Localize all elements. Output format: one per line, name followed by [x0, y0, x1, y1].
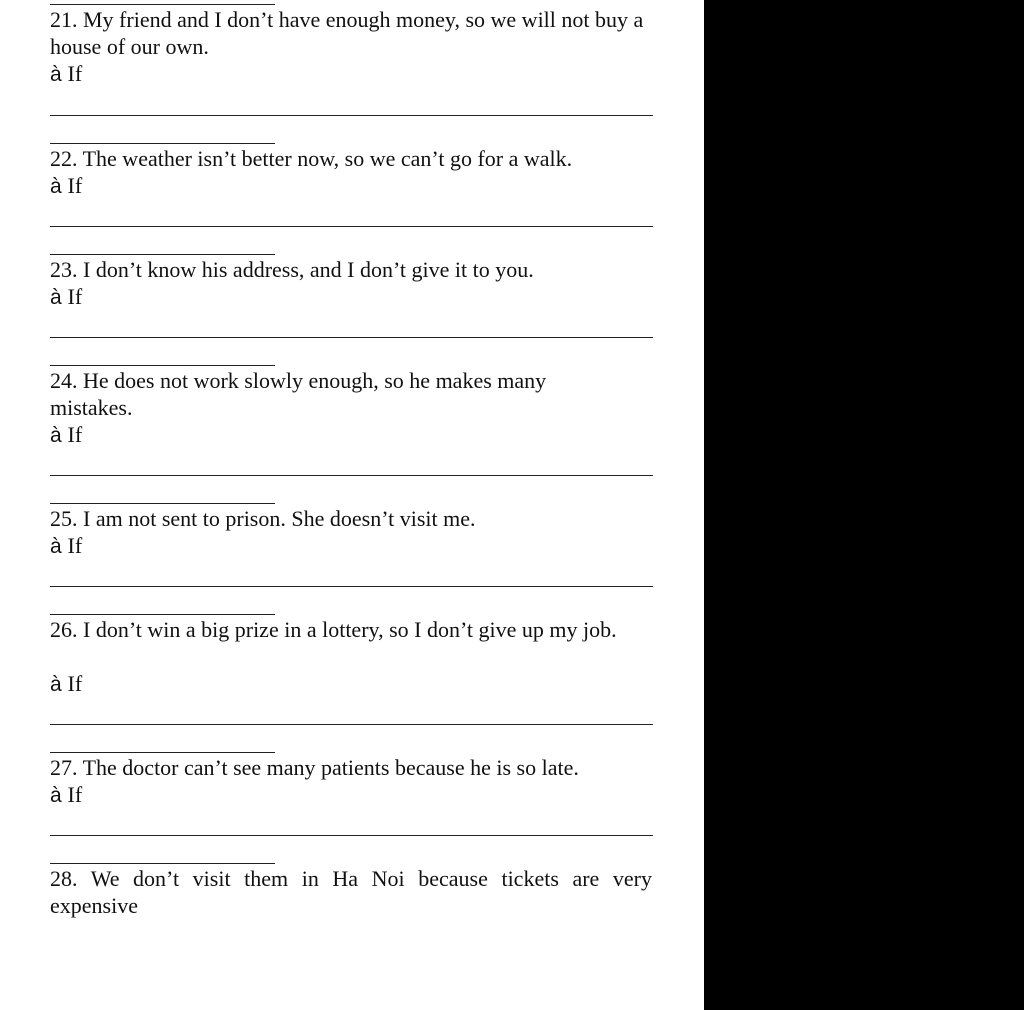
question-27: 27. The doctor can’t see many patients because he is so late.	[50, 755, 579, 780]
prompt-21	[50, 60, 82, 88]
prompt-27	[50, 781, 82, 809]
prompt-26	[50, 670, 82, 698]
question-22: 22. The weather isn’t better now, so we can’t go for a walk.	[50, 146, 573, 171]
side-black-panel	[704, 0, 1024, 1010]
prompt-23	[50, 283, 82, 311]
arrow-symbol: à	[50, 784, 62, 807]
answer-line-short[interactable]	[50, 863, 275, 864]
if-label: If	[67, 284, 83, 309]
answer-line-long[interactable]	[50, 724, 653, 725]
answer-line-short[interactable]	[50, 143, 275, 144]
arrow-symbol: à	[50, 286, 62, 309]
answer-line-short[interactable]	[50, 752, 275, 753]
question-23: 23. I don’t know his address, and I don’t give it to you.	[50, 257, 534, 282]
if-label: If	[67, 422, 83, 447]
answer-line-long[interactable]	[50, 337, 653, 338]
if-label: If	[67, 61, 83, 86]
question-24: 24. He does not work slowly enough, so he makes many mistakes.	[50, 368, 547, 420]
if-label: If	[67, 782, 83, 807]
answer-line-short[interactable]	[50, 614, 275, 615]
answer-line-long[interactable]	[50, 115, 653, 116]
answer-line-long[interactable]	[50, 475, 653, 476]
question-26: 26. I don’t win a big prize in a lottery, so I don’t give up my job.	[50, 617, 617, 642]
arrow-symbol: à	[50, 424, 62, 447]
answer-line-short[interactable]	[50, 4, 275, 5]
question-21: 21. My friend and I don’t have enough money, so we will not buy a house of our own.	[50, 7, 644, 59]
prompt-24	[50, 421, 82, 449]
if-label: If	[67, 173, 83, 198]
answer-line-short[interactable]	[50, 365, 275, 366]
question-25: 25. I am not sent to prison. She doesn’t visit me.	[50, 506, 476, 531]
arrow-symbol: à	[50, 63, 62, 86]
if-label: If	[67, 533, 83, 558]
answer-line-short[interactable]	[50, 503, 275, 504]
arrow-symbol: à	[50, 535, 62, 558]
prompt-22	[50, 172, 82, 200]
arrow-symbol: à	[50, 673, 62, 696]
answer-line-long[interactable]	[50, 835, 653, 836]
prompt-25	[50, 532, 82, 560]
if-label: If	[67, 671, 83, 696]
answer-line-short[interactable]	[50, 254, 275, 255]
question-28: 28. We don’t visit them in Ha Noi because tickets are very expensive	[50, 866, 652, 918]
answer-line-long[interactable]	[50, 586, 653, 587]
answer-line-long[interactable]	[50, 226, 653, 227]
arrow-symbol: à	[50, 175, 62, 198]
